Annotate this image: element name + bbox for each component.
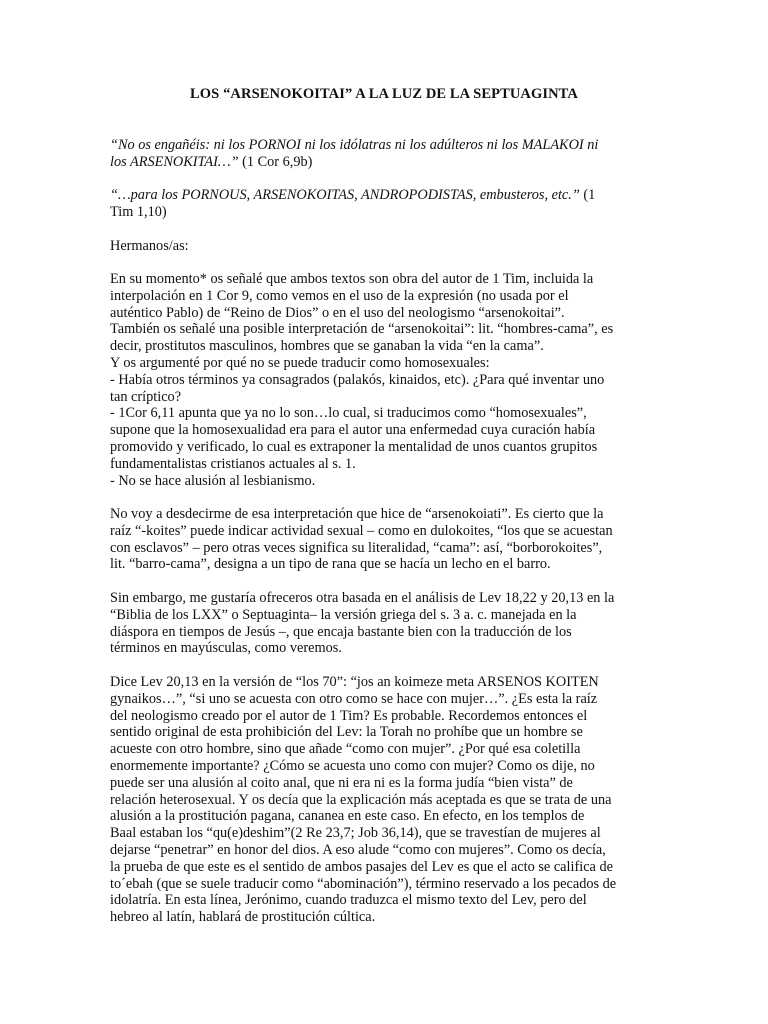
quote-2-line-1: “…para los PORNOUS, ARSENOKOITAS, ANDROPODISTAS, embusteros, etc.”	[110, 187, 580, 203]
paragraph-line: En su momento* os señalé que ambos textos son obra del autor de 1 Tim, incluida la	[110, 271, 594, 287]
paragraph-line: la prueba de que este es el sentido de ambos pasajes del Lev es que el acto se califica de	[110, 858, 613, 875]
paragraph-line: términos en mayúsculas, como veremos.	[110, 640, 342, 657]
paragraph-line: supone que la homosexualidad era para el autor una enfermedad cuya curación había	[110, 422, 596, 439]
quote-1-cor	[110, 137, 658, 171]
quote-2-reference-start: (1	[579, 187, 596, 203]
quote-1-line-2: los ARSENOKITAI…”	[110, 153, 239, 170]
paragraph-line: raíz “-koites” puede indicar actividad sexual – como en dulokoites, “los que se acuestan	[110, 522, 613, 539]
paragraph-line: hebreo al latín, hablará de prostitución cúltica.	[110, 909, 376, 926]
paragraph-line: relación heterosexual. Y os decía que la explicación más aceptada es que se trata de una	[110, 791, 612, 808]
paragraph-line: acueste con otro hombre, sino que añade “como con mujer”. ¿Por qué esa coletilla	[110, 741, 581, 758]
paragraph-line: promovido y verificado, lo cual es extraponer la mentalidad de unos cuantos grupitos	[110, 438, 598, 455]
quote-2-reference-end: Tim 1,10)	[110, 203, 167, 220]
paragraph-line: fundamentalistas cristianos actuales al s. 1.	[110, 455, 356, 472]
paragraph-line: “Biblia de los LXX” o Septuaginta– la versión griega del s. 3 a. c. manejada en la	[110, 606, 577, 623]
paragraph-line: Sin embargo, me gustaría ofreceros otra basada en el análisis de Lev 18,22 y 20,13 en la	[110, 590, 615, 606]
paragraph-line: enormemente importante? ¿Cómo se acuesta uno como con mujer? Como os dije, no	[110, 757, 595, 774]
paragraph-line: to´ebah (que se suele traducir como “abominación”), término reservado a los pecados de	[110, 875, 617, 892]
paragraph-line: tan críptico?	[110, 388, 182, 405]
quote-1-line-1: “No os engañéis: ni los PORNOI ni los idólatras ni los adúlteros ni los MALAKOI ni	[110, 137, 599, 153]
paragraph-line: gynaikos…”, “si uno se acuesta con otro como se hace con mujer…”. ¿Es esta la raíz	[110, 690, 598, 707]
paragraph-line: puede ser una alusión al coito anal, que ni era ni es la forma judía “bien vista” de	[110, 774, 573, 791]
paragraph-line: - No se hace alusión al lesbianismo.	[110, 472, 316, 489]
paragraph-line: con esclavos” – pero otras veces significa su literalidad, “cama”: así, “borborokoites”,	[110, 539, 603, 556]
paragraph-line: lit. “barro-cama”, designa a un tipo de rana que se hacía un lecho en el barro.	[110, 556, 551, 573]
paragraph-line: auténtico Pablo) de “Reino de Dios” o en el uso del neologismo “arsenokoitai”.	[110, 304, 565, 321]
paragraph-line: Baal estaban los “qu(e)deshim”(2 Re 23,7; Job 36,14), que se travestían de mujeres al	[110, 825, 601, 842]
paragraph-line: interpolación en 1 Cor 9, como vemos en el uso de la expresión (no usada por el	[110, 287, 569, 304]
paragraph-line: - 1Cor 6,11 apunta que ya no lo son…lo cual, si traducimos como “homosexuales”,	[110, 405, 587, 422]
paragraph-line: decir, prostitutos masculinos, hombres que se ganaban la vida “en la cama”.	[110, 338, 544, 355]
quote-1-reference: (1 Cor 6,9b)	[238, 153, 313, 170]
document-title: LOS “ARSENOKOITAI” A LA LUZ DE LA SEPTUAGINTA	[190, 86, 578, 102]
paragraph-2	[110, 506, 658, 573]
paragraph-1	[110, 271, 658, 489]
paragraph-line: Y os argumenté por qué no se puede traducir como homosexuales:	[110, 354, 490, 371]
paragraph-line: sentido original de esta prohibición del Lev: la Torah no prohíbe que un hombre se	[110, 724, 583, 741]
quote-1-tim	[110, 187, 658, 221]
paragraph-line: diáspora en tiempos de Jesús –, que encaja bastante bien con la traducción de los	[110, 623, 572, 640]
paragraph-3	[110, 590, 658, 657]
paragraph-line: No voy a desdecirme de esa interpretación que hice de “arsenokoiati”. Es cierto que la	[110, 506, 604, 522]
paragraph-line: idolatría. En esta línea, Jerónimo, cuando traduzca el mismo texto del Lev, pero del	[110, 892, 587, 909]
paragraph-line: del neologismo creado por el autor de 1 Tim? Es probable. Recordemos entonces el	[110, 707, 588, 724]
paragraph-line: También os señalé una posible interpretación de “arsenokoitai”: lit. “hombres-cama”, es	[110, 321, 614, 338]
paragraph-4	[110, 674, 658, 926]
greeting-text: Hermanos/as:	[110, 238, 189, 254]
paragraph-line: dejarse “penetrar” en honor del dios. A eso alude “como con mujeres”. Como os decía,	[110, 841, 606, 858]
paragraph-line: Dice Lev 20,13 en la versión de “los 70”: “jos an koimeze meta ARSENOS KOITEN	[110, 674, 599, 690]
paragraph-line: - Había otros términos ya consagrados (palakós, kinaidos, etc). ¿Para qué inventar uno	[110, 371, 605, 388]
greeting	[110, 238, 658, 255]
paragraph-line: alusión a la prostitución pagana, cananea en este caso. En efecto, en los templos de	[110, 808, 585, 825]
